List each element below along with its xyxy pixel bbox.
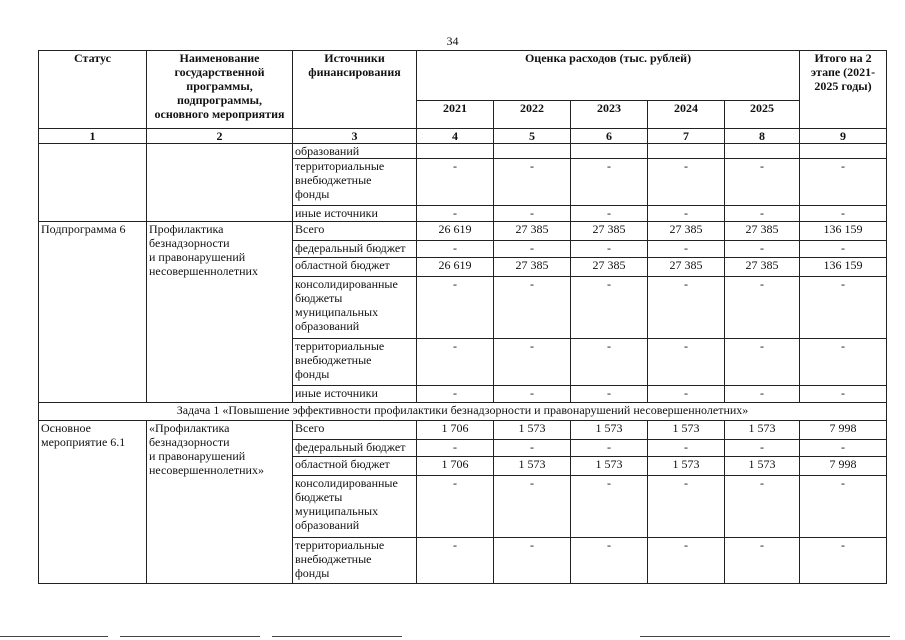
header-year: 2023	[571, 101, 648, 129]
year-value-cell: 27 385	[494, 258, 571, 277]
year-value-cell: -	[725, 339, 800, 386]
year-value-cell: 27 385	[648, 258, 725, 277]
year-value-cell: -	[648, 339, 725, 386]
year-value-cell: 1 573	[494, 421, 571, 440]
year-value-cell: -	[725, 206, 800, 222]
year-value-cell: 27 385	[494, 222, 571, 241]
year-value-cell: -	[725, 440, 800, 457]
year-value-cell: -	[494, 206, 571, 222]
year-value-cell: -	[571, 538, 648, 584]
year-value-cell: -	[571, 206, 648, 222]
total-value-cell: -	[800, 386, 887, 403]
page-number: 34	[446, 34, 459, 48]
table-row	[39, 222, 887, 241]
year-value-cell: 1 573	[571, 421, 648, 440]
year-value-cell: -	[725, 277, 800, 339]
year-value-cell: -	[571, 159, 648, 206]
budget-table	[38, 50, 887, 584]
total-value-cell: -	[800, 241, 887, 258]
status-cell	[39, 144, 147, 222]
total-value-cell: -	[800, 277, 887, 339]
year-value-cell	[417, 144, 494, 159]
year-value-cell: -	[571, 241, 648, 258]
year-value-cell: 1 573	[494, 457, 571, 476]
year-value-cell: -	[725, 241, 800, 258]
year-value-cell: -	[494, 476, 571, 538]
footer-rule	[0, 636, 108, 637]
year-value-cell: -	[417, 241, 494, 258]
column-number: 3	[293, 129, 417, 144]
header-sources: Источники финансирования	[293, 51, 417, 129]
year-value-cell: -	[494, 339, 571, 386]
year-value-cell	[571, 144, 648, 159]
year-value-cell: 1 573	[571, 457, 648, 476]
column-number: 5	[494, 129, 571, 144]
task-heading-row	[39, 403, 887, 421]
column-number-row	[39, 129, 887, 144]
year-value-cell: -	[648, 277, 725, 339]
year-value-cell: 27 385	[648, 222, 725, 241]
funding-source-cell: консолидированные бюджеты муниципальных образований	[293, 476, 417, 538]
year-value-cell: -	[494, 440, 571, 457]
table-row	[39, 144, 887, 159]
funding-source-cell: Всего	[293, 421, 417, 440]
program-name-cell: Профилактика безнадзорности и правонарушений несовершеннолетних	[147, 222, 293, 403]
funding-source-cell: иные источники	[293, 206, 417, 222]
year-value-cell: 1 573	[725, 457, 800, 476]
year-value-cell: -	[494, 277, 571, 339]
year-value-cell: -	[571, 440, 648, 457]
funding-source-cell: консолидированные бюджеты муниципальных образований	[293, 277, 417, 339]
column-number: 2	[147, 129, 293, 144]
table-row	[39, 421, 887, 440]
funding-source-cell: областной бюджет	[293, 258, 417, 277]
task-heading: Задача 1 «Повышение эффективности профилактики безнадзорности и правонарушений несовершеннолетних»	[39, 403, 887, 421]
status-cell: Основное мероприятие 6.1	[39, 421, 147, 584]
year-value-cell: -	[648, 538, 725, 584]
funding-source-cell: федеральный бюджет	[293, 241, 417, 258]
footer-rule	[640, 636, 890, 637]
year-value-cell: 27 385	[571, 258, 648, 277]
funding-source-cell: территориальные внебюджетные фонды	[293, 339, 417, 386]
year-value-cell: -	[494, 386, 571, 403]
year-value-cell: 27 385	[571, 222, 648, 241]
year-value-cell: -	[725, 538, 800, 584]
total-value-cell: -	[800, 538, 887, 584]
total-value-cell: 136 159	[800, 222, 887, 241]
header-estimate: Оценка расходов (тыс. рублей)	[417, 51, 800, 101]
footer-rule	[120, 636, 260, 637]
program-name-cell: «Профилактика безнадзорности и правонарушений несовершеннолетних»	[147, 421, 293, 584]
total-value-cell	[800, 144, 887, 159]
year-value-cell: -	[417, 476, 494, 538]
year-value-cell: -	[571, 476, 648, 538]
year-value-cell: -	[417, 440, 494, 457]
total-value-cell: -	[800, 339, 887, 386]
year-value-cell: -	[648, 241, 725, 258]
year-value-cell: -	[571, 339, 648, 386]
year-value-cell: 1 706	[417, 457, 494, 476]
header-name: Наименование государственной программы, подпрограммы, основного мероприятия	[147, 51, 293, 129]
year-value-cell: -	[648, 386, 725, 403]
header-status: Статус	[39, 51, 147, 129]
year-value-cell: -	[417, 386, 494, 403]
funding-source-cell: иные источники	[293, 386, 417, 403]
year-value-cell: -	[417, 206, 494, 222]
year-value-cell: 1 573	[725, 421, 800, 440]
funding-source-cell: территориальные внебюджетные фонды	[293, 538, 417, 584]
header-year: 2022	[494, 101, 571, 129]
total-value-cell: -	[800, 159, 887, 206]
total-value-cell: 136 159	[800, 258, 887, 277]
year-value-cell: -	[725, 386, 800, 403]
footer-rule	[272, 636, 402, 637]
funding-source-cell: областной бюджет	[293, 457, 417, 476]
year-value-cell: -	[417, 159, 494, 206]
funding-source-cell: территориальные внебюджетные фонды	[293, 159, 417, 206]
year-value-cell: -	[571, 386, 648, 403]
year-value-cell	[494, 144, 571, 159]
total-value-cell: 7 998	[800, 421, 887, 440]
year-value-cell: -	[494, 159, 571, 206]
column-number: 8	[725, 129, 800, 144]
header-year: 2024	[648, 101, 725, 129]
year-value-cell	[648, 144, 725, 159]
year-value-cell: -	[648, 159, 725, 206]
funding-source-cell: образований	[293, 144, 417, 159]
year-value-cell	[725, 144, 800, 159]
column-number: 4	[417, 129, 494, 144]
year-value-cell: -	[648, 476, 725, 538]
header-year: 2025	[725, 101, 800, 129]
total-value-cell: -	[800, 206, 887, 222]
status-cell: Подпрограмма 6	[39, 222, 147, 403]
year-value-cell: 26 619	[417, 222, 494, 241]
year-value-cell: -	[571, 277, 648, 339]
year-value-cell: 1 573	[648, 457, 725, 476]
year-value-cell: 27 385	[725, 258, 800, 277]
year-value-cell: -	[494, 241, 571, 258]
funding-source-cell: Всего	[293, 222, 417, 241]
column-number: 9	[800, 129, 887, 144]
year-value-cell: -	[417, 277, 494, 339]
total-value-cell: -	[800, 476, 887, 538]
year-value-cell: -	[417, 339, 494, 386]
column-number: 6	[571, 129, 648, 144]
year-value-cell: 1 573	[648, 421, 725, 440]
year-value-cell: -	[494, 538, 571, 584]
year-value-cell: -	[417, 538, 494, 584]
header-year: 2021	[417, 101, 494, 129]
header-total: Итого на 2 этапе (2021- 2025 годы)	[800, 51, 887, 129]
year-value-cell: 1 706	[417, 421, 494, 440]
year-value-cell: -	[725, 159, 800, 206]
program-name-cell	[147, 144, 293, 222]
year-value-cell: -	[648, 440, 725, 457]
year-value-cell: -	[648, 206, 725, 222]
table-body	[39, 144, 887, 584]
funding-source-cell: федеральный бюджет	[293, 440, 417, 457]
total-value-cell: -	[800, 440, 887, 457]
column-number: 7	[648, 129, 725, 144]
total-value-cell: 7 998	[800, 457, 887, 476]
year-value-cell: -	[725, 476, 800, 538]
year-value-cell: 27 385	[725, 222, 800, 241]
year-value-cell: 26 619	[417, 258, 494, 277]
column-number: 1	[39, 129, 147, 144]
